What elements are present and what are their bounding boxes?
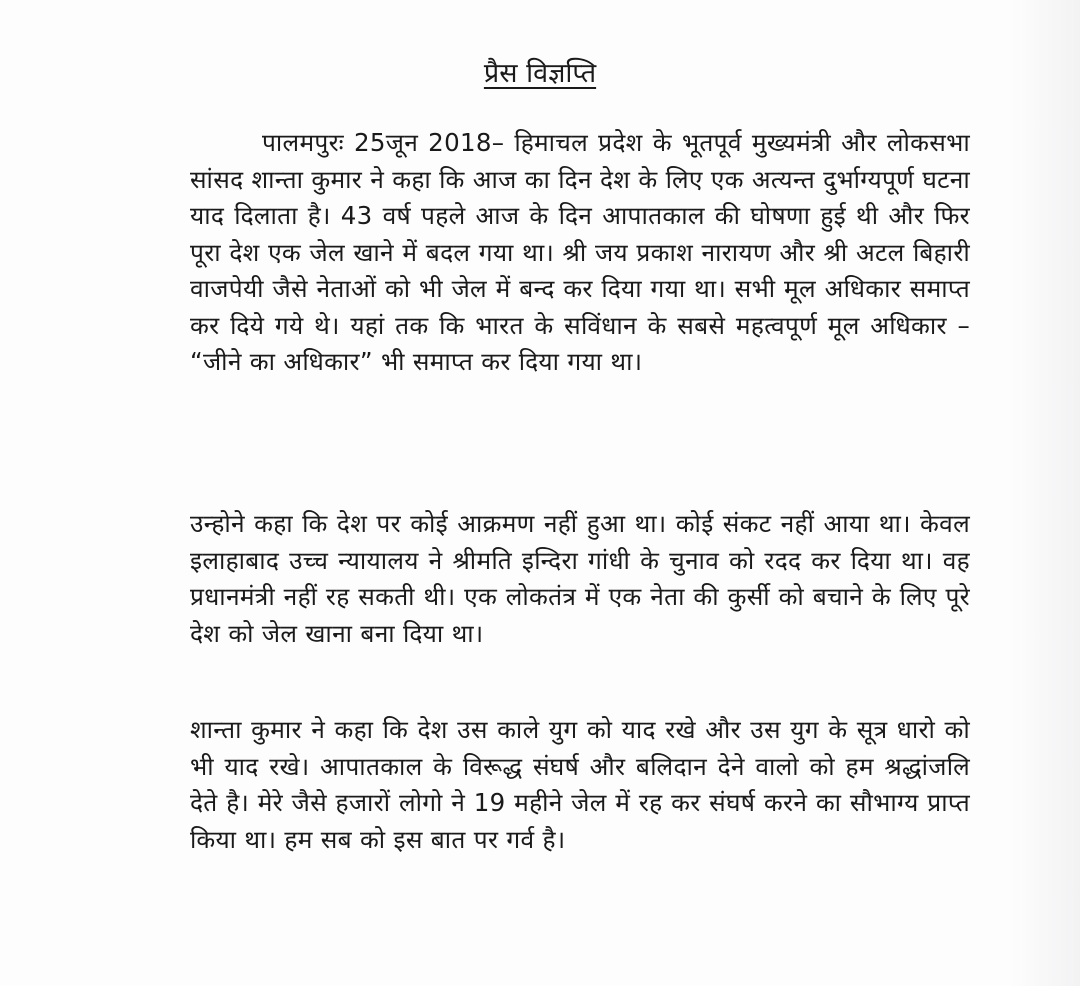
paragraph-1: पालमपुरः 25जून 2018– हिमाचल प्रदेश के भूतपूर्व मुख्यमंत्री और लोकसभा सांसद शान्ता कुमार ने कहा कि आज का दिन देश के लिए एक अत्यन्त दुर्भाग्यपूर्ण घटना याद दिलाता है। 43 वर्ष पहले आज के दिन आपातकाल की घोषणा हुई थी और फिर पूरा देश एक जेल खाने में बदल गया था। श्री जय प्रकाश नारायण और श्री अटल बिहारी वाजपेयी जैसे नेताओं को भी जेल में बन्द कर दिया गया था। सभी मूल अधिकार समाप्त कर दिये गये थे। यहां तक कि भारत के सविंधान के सबसे महत्वपूर्ण मूल अधिकार – “जीने का अधिकार” भी समाप्त कर दिया गया था। [190, 128, 970, 376]
paragraph-3: शान्ता कुमार ने कहा कि देश उस काले युग को याद रखे और उस युग के सूत्र धारो को भी याद रखे। आपातकाल के विरूद्ध संघर्ष और बलिदान देने वालो को हम श्रद्धांजलि देते है। मेरे जैसे हजारों लोगो ने 19 महीने जेल में रह कर संघर्ष करने का सौभाग्य प्राप्त किया था। हम सब को इस बात पर गर्व है। [190, 715, 970, 854]
paragraph-2: उन्होने कहा कि देश पर कोई आक्रमण नहीं हुआ था। कोई संकट नहीं आया था। केवल इलाहाबाद उच्च न्यायालय ने श्रीमति इन्दिरा गांधी के चुनाव को रदद कर दिया था। वह प्रधानमंत्री नहीं रह सकती थी। एक लोकतंत्र में एक नेता की कुर्सी को बचाने के लिए पूरे देश को जेल खाना बना दिया था। [190, 509, 970, 648]
document-title-text: प्रैस विज्ञप्ति [483, 58, 597, 89]
scan-edge-shadow [1010, 0, 1080, 986]
document-title [0, 56, 1080, 92]
